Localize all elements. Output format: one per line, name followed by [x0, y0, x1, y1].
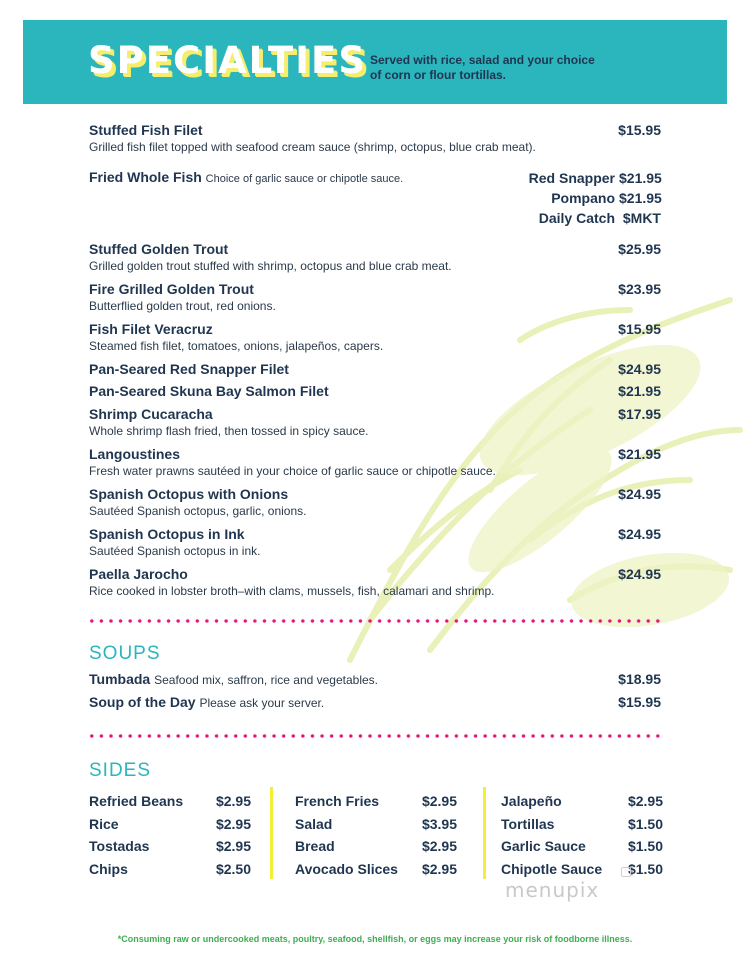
option-label: Red Snapper: [528, 170, 615, 186]
side-price: $2.95: [215, 815, 251, 832]
side-price: $2.95: [215, 793, 251, 809]
menu-item: [89, 445, 664, 480]
option-label: Pompano: [551, 190, 615, 206]
item-name: Fire Grilled Golden Trout: [89, 281, 254, 297]
side-item: [89, 813, 251, 836]
item-description: Grilled golden trout stuffed with shrimp, octopus and blue crab meat.: [89, 259, 452, 273]
option-label: Daily Catch: [538, 210, 615, 226]
option-row: [461, 208, 661, 228]
menu-item: [89, 280, 664, 315]
item-name-text: Fried Whole Fish: [89, 169, 202, 185]
side-name: Chipotle Sauce: [501, 861, 603, 878]
sides-column: [295, 790, 457, 881]
item-description: Grilled fish filet topped with seafood cream sauce (shrimp, octopus, blue crab meat).: [89, 140, 536, 154]
header-banner: [23, 20, 727, 104]
side-item: [501, 813, 663, 836]
side-item: [89, 790, 251, 813]
item-price: $23.95: [618, 281, 661, 297]
item-description: Seafood mix, saffron, rice and vegetables.: [154, 673, 379, 687]
menu-item: [89, 360, 664, 378]
item-description: Sautéed Spanish octopus in ink.: [89, 544, 261, 558]
side-name: Bread: [295, 838, 335, 855]
side-name: Tostadas: [89, 838, 150, 855]
menu-item: [89, 121, 664, 156]
item-description: Steamed fish filet, tomatoes, onions, jalapeños, capers.: [89, 339, 384, 353]
item-description: Please ask your server.: [199, 696, 325, 710]
side-item: [89, 858, 251, 881]
item-price: $15.95: [618, 321, 661, 337]
item-name-text: Tumbada: [89, 671, 151, 687]
soup-item: [89, 670, 664, 689]
item-name: [89, 670, 664, 689]
side-item: [501, 835, 663, 858]
section-title-specialties: SPECIALTIES: [88, 39, 367, 82]
item-description: Sautéed Spanish octopus, garlic, onions.: [89, 504, 307, 518]
item-name: Spanish Octopus in Ink: [89, 526, 245, 542]
item-price: $21.95: [618, 383, 661, 399]
menu-item: [89, 382, 664, 400]
side-item: [295, 835, 457, 858]
item-name: Stuffed Golden Trout: [89, 241, 229, 257]
column-divider: [483, 787, 486, 879]
menu-item: [89, 525, 664, 560]
column-divider: [270, 787, 273, 879]
item-description: Choice of garlic sauce or chipotle sauce.: [205, 173, 404, 185]
item-price: $17.95: [618, 406, 661, 422]
menu-item: [89, 320, 664, 355]
soup-item: [89, 693, 664, 712]
side-name: Chips: [89, 861, 128, 878]
item-name: Pan-Seared Red Snapper Filet: [89, 361, 289, 377]
specialties-subtitle: Served with rice, salad and your choice of corn or flour tortillas.: [370, 53, 595, 82]
item-name: Fish Filet Veracruz: [89, 321, 213, 337]
option-price: $21.95: [619, 190, 662, 206]
side-price: $1.50: [627, 838, 663, 855]
item-name: Spanish Octopus with Onions: [89, 486, 289, 502]
item-description: Fresh water prawns sautéed in your choice of garlic sauce or chipotle sauce.: [89, 464, 496, 478]
section-title-soups: SOUPS: [89, 643, 161, 664]
side-name: Garlic Sauce: [501, 838, 586, 855]
side-name: Tortillas: [501, 815, 555, 832]
item-name: Paella Jarocho: [89, 566, 188, 582]
dotted-divider: [87, 734, 665, 738]
fish-options: [461, 168, 661, 228]
sides-column: [501, 790, 663, 881]
item-price: $24.95: [618, 486, 661, 502]
menu-item: [89, 240, 664, 275]
section-title-sides: SIDES: [89, 760, 152, 781]
menu-item: [89, 565, 664, 600]
item-price: $15.95: [618, 694, 661, 710]
side-item: [89, 835, 251, 858]
item-name: [89, 693, 664, 712]
side-name: Salad: [295, 815, 333, 832]
item-name: Shrimp Cucaracha: [89, 406, 213, 422]
side-item: [295, 858, 457, 881]
side-price: $2.95: [421, 861, 457, 878]
sides-column: [89, 790, 251, 881]
menu-item: [89, 485, 664, 520]
side-price: $2.95: [421, 793, 457, 809]
foodborne-illness-disclaimer: *Consuming raw or undercooked meats, poultry, seafood, shellfish, or eggs may increase your risk of foodborne illness.: [117, 934, 633, 944]
watermark-logo-icon: [621, 867, 631, 877]
side-price: $2.95: [627, 793, 663, 809]
item-description: Rice cooked in lobster broth–with clams, mussels, fish, calamari and shrimp.: [89, 584, 495, 598]
side-item: [295, 790, 457, 813]
item-name-text: Soup of the Day: [89, 694, 196, 710]
side-item: [295, 813, 457, 836]
menu-item: [89, 405, 664, 440]
item-price: $24.95: [618, 566, 661, 582]
side-name: Jalapeño: [501, 793, 562, 809]
side-price: $2.95: [421, 838, 457, 855]
menupix-watermark: menupix: [505, 878, 600, 902]
item-price: $24.95: [618, 526, 661, 542]
item-price: $15.95: [618, 122, 661, 138]
side-price: $2.95: [215, 838, 251, 855]
item-name: Pan-Seared Skuna Bay Salmon Filet: [89, 383, 329, 399]
option-row: [461, 168, 661, 188]
item-price: $25.95: [618, 241, 661, 257]
side-name: French Fries: [295, 793, 380, 809]
item-price: $24.95: [618, 361, 661, 377]
option-row: [461, 188, 661, 208]
side-item: [501, 790, 663, 813]
side-price: $1.50: [627, 861, 663, 878]
side-name: Refried Beans: [89, 793, 184, 809]
dotted-divider: [87, 619, 665, 623]
side-price: $2.50: [215, 861, 251, 878]
menu-item: [89, 168, 664, 226]
item-name: Langoustines: [89, 446, 181, 462]
side-name: Rice: [89, 815, 119, 832]
item-description: Whole shrimp flash fried, then tossed in spicy sauce.: [89, 424, 369, 438]
option-price: $21.95: [619, 170, 662, 186]
item-price: $18.95: [618, 671, 661, 687]
side-price: $1.50: [627, 815, 663, 832]
side-name: Avocado Slices: [295, 861, 398, 878]
item-description: Butterflied golden trout, red onions.: [89, 299, 276, 313]
side-price: $3.95: [421, 815, 457, 832]
item-price: $21.95: [618, 446, 661, 462]
option-price: $MKT: [622, 210, 661, 226]
item-name: Stuffed Fish Filet: [89, 122, 203, 138]
